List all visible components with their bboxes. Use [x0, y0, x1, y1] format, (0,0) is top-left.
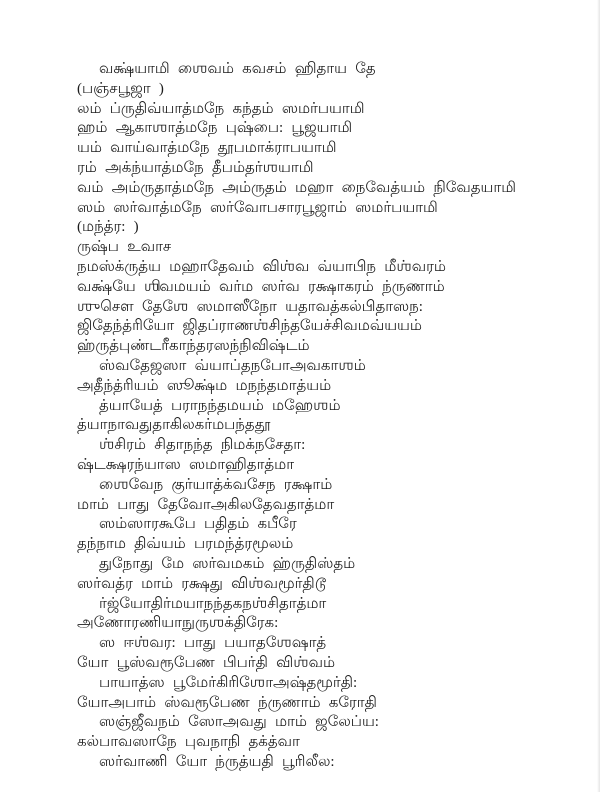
text-block	[77, 60, 576, 773]
text-line: நமஸ்க்ருத்ய மஹாதேவம் விஶ்வ வ்யாபிந மீஶ்வரம்	[77, 258, 446, 275]
text-line: கல்பாவஸாநே புவநாநி தக்த்வா	[77, 734, 300, 751]
text-line: வக்ஷ்யாமி ஶைவம் கவசம் ஹிதாய தே	[99, 61, 376, 77]
text-line: ஜிதேந்த்ரியோ ஜிதப்ராணஶ்சிந்தயேச்சிவமவ்யயம்	[77, 318, 422, 335]
text-line: மாம் பாது தேவோஅகிலதேவதாத்மா	[77, 496, 335, 513]
text-line: அதீந்த்ரியம் ஸூக்ஷ்ம மநந்தமாத்யம்	[77, 377, 332, 394]
text-line: பாயாத்ஸ பூமேர்கிரிஶோஅஷ்தமூர்தி:	[99, 674, 358, 691]
text-line: யம் வாய்வாத்மநே தூபமாக்ராபயாமி	[77, 140, 337, 157]
text-line: ஸஞ்ஜீவநம் ஸோஅவது மாம் ஜலேப்ய:	[99, 714, 379, 731]
text-line: ரம் அக்ந்யாத்மநே தீபம்தர்ஶயாமி	[77, 159, 314, 176]
text-line: யோஅபாம் ஸ்வரூபேண ந்ருணாம் கரோதி	[77, 694, 377, 711]
text-line: ஶ்சிரம் சிதாநந்த நிமக்நசேதா:	[99, 437, 306, 454]
text-line: த்யாயேத் பராநந்தமயம் மஹேஶம்	[99, 397, 341, 414]
text-line: ருஷ்ப உவாச	[77, 239, 172, 256]
text-line: ஹ்ருத்புண்டரீகாந்தரஸந்நிவிஷ்டம்	[77, 338, 310, 355]
text-line: ஶைவேந குர்யாத்க்வசேந ரக்ஷாம்	[99, 476, 333, 493]
text-line: துநோது மே ஸர்வமகம் ஹ்ருதிஸ்தம்	[99, 555, 356, 572]
text-line: த்யாநாவதுதாகிலகர்மபந்ததூ	[77, 417, 271, 434]
text-line: (மந்த்ர: )	[77, 219, 139, 236]
text-line: ஸ ஈஶ்வர: பாது பயாதஶேஷாத்	[99, 635, 327, 652]
text-line: ஷ்டக்ஷரந்யாஸ ஸமாஹிதாத்மா	[77, 456, 295, 473]
text-line: ஸம்ஸாரகூபே பதிதம் கபீரே	[99, 516, 297, 533]
text-line: வம் அம்ருதாத்மநே அம்ருதம் மஹா நைவேத்யம் நிவேதயாமி	[77, 179, 516, 196]
text-line: (பஞ்சபூஜா )	[77, 80, 164, 97]
text-line: ஸர்வாணி யோ ந்ருத்யதி பூரிலீல:	[99, 753, 335, 770]
text-line: ஸம் ஸர்வாத்மநே ஸர்வோபசாரபூஜாம் ஸமர்பயாமி	[77, 199, 438, 216]
text-line: ஶுசௌ தேஶே ஸமாஸீநோ யதாவத்கல்பிதாஸந:	[77, 298, 423, 315]
text-line: ஸர்வத்ர மாம் ரக்ஷது விஶ்வமூர்திடூ	[77, 575, 327, 592]
text-line: ஹம் ஆகாஶாத்மநே புஷ்பை: பூஜயாமி	[77, 120, 353, 137]
text-line: தந்நாம திவ்யம் பரமந்த்ரமூலம்	[77, 536, 294, 553]
text-line: யோ பூஸ்வரூபேண பிபர்தி விஶ்வம்	[77, 654, 336, 671]
text-line: வக்ஷ்யே ஶிவமயம் வர்ம ஸர்வ ரக்ஷாகரம் ந்ருணாம்	[77, 278, 445, 295]
text-line: லம் ப்ருதிவ்யாத்மநே கந்தம் ஸமர்பயாமி	[77, 100, 365, 117]
text-line: ர்ஜ்யோதிர்மயாநந்தகநஶ்சிதாத்மா	[99, 595, 327, 612]
text-line: ஸ்வதேஜஸா வ்யாப்தநபோஅவகாஶம்	[99, 357, 366, 374]
text-line: அணோரணியாநுருஶக்திரேக:	[77, 615, 279, 632]
